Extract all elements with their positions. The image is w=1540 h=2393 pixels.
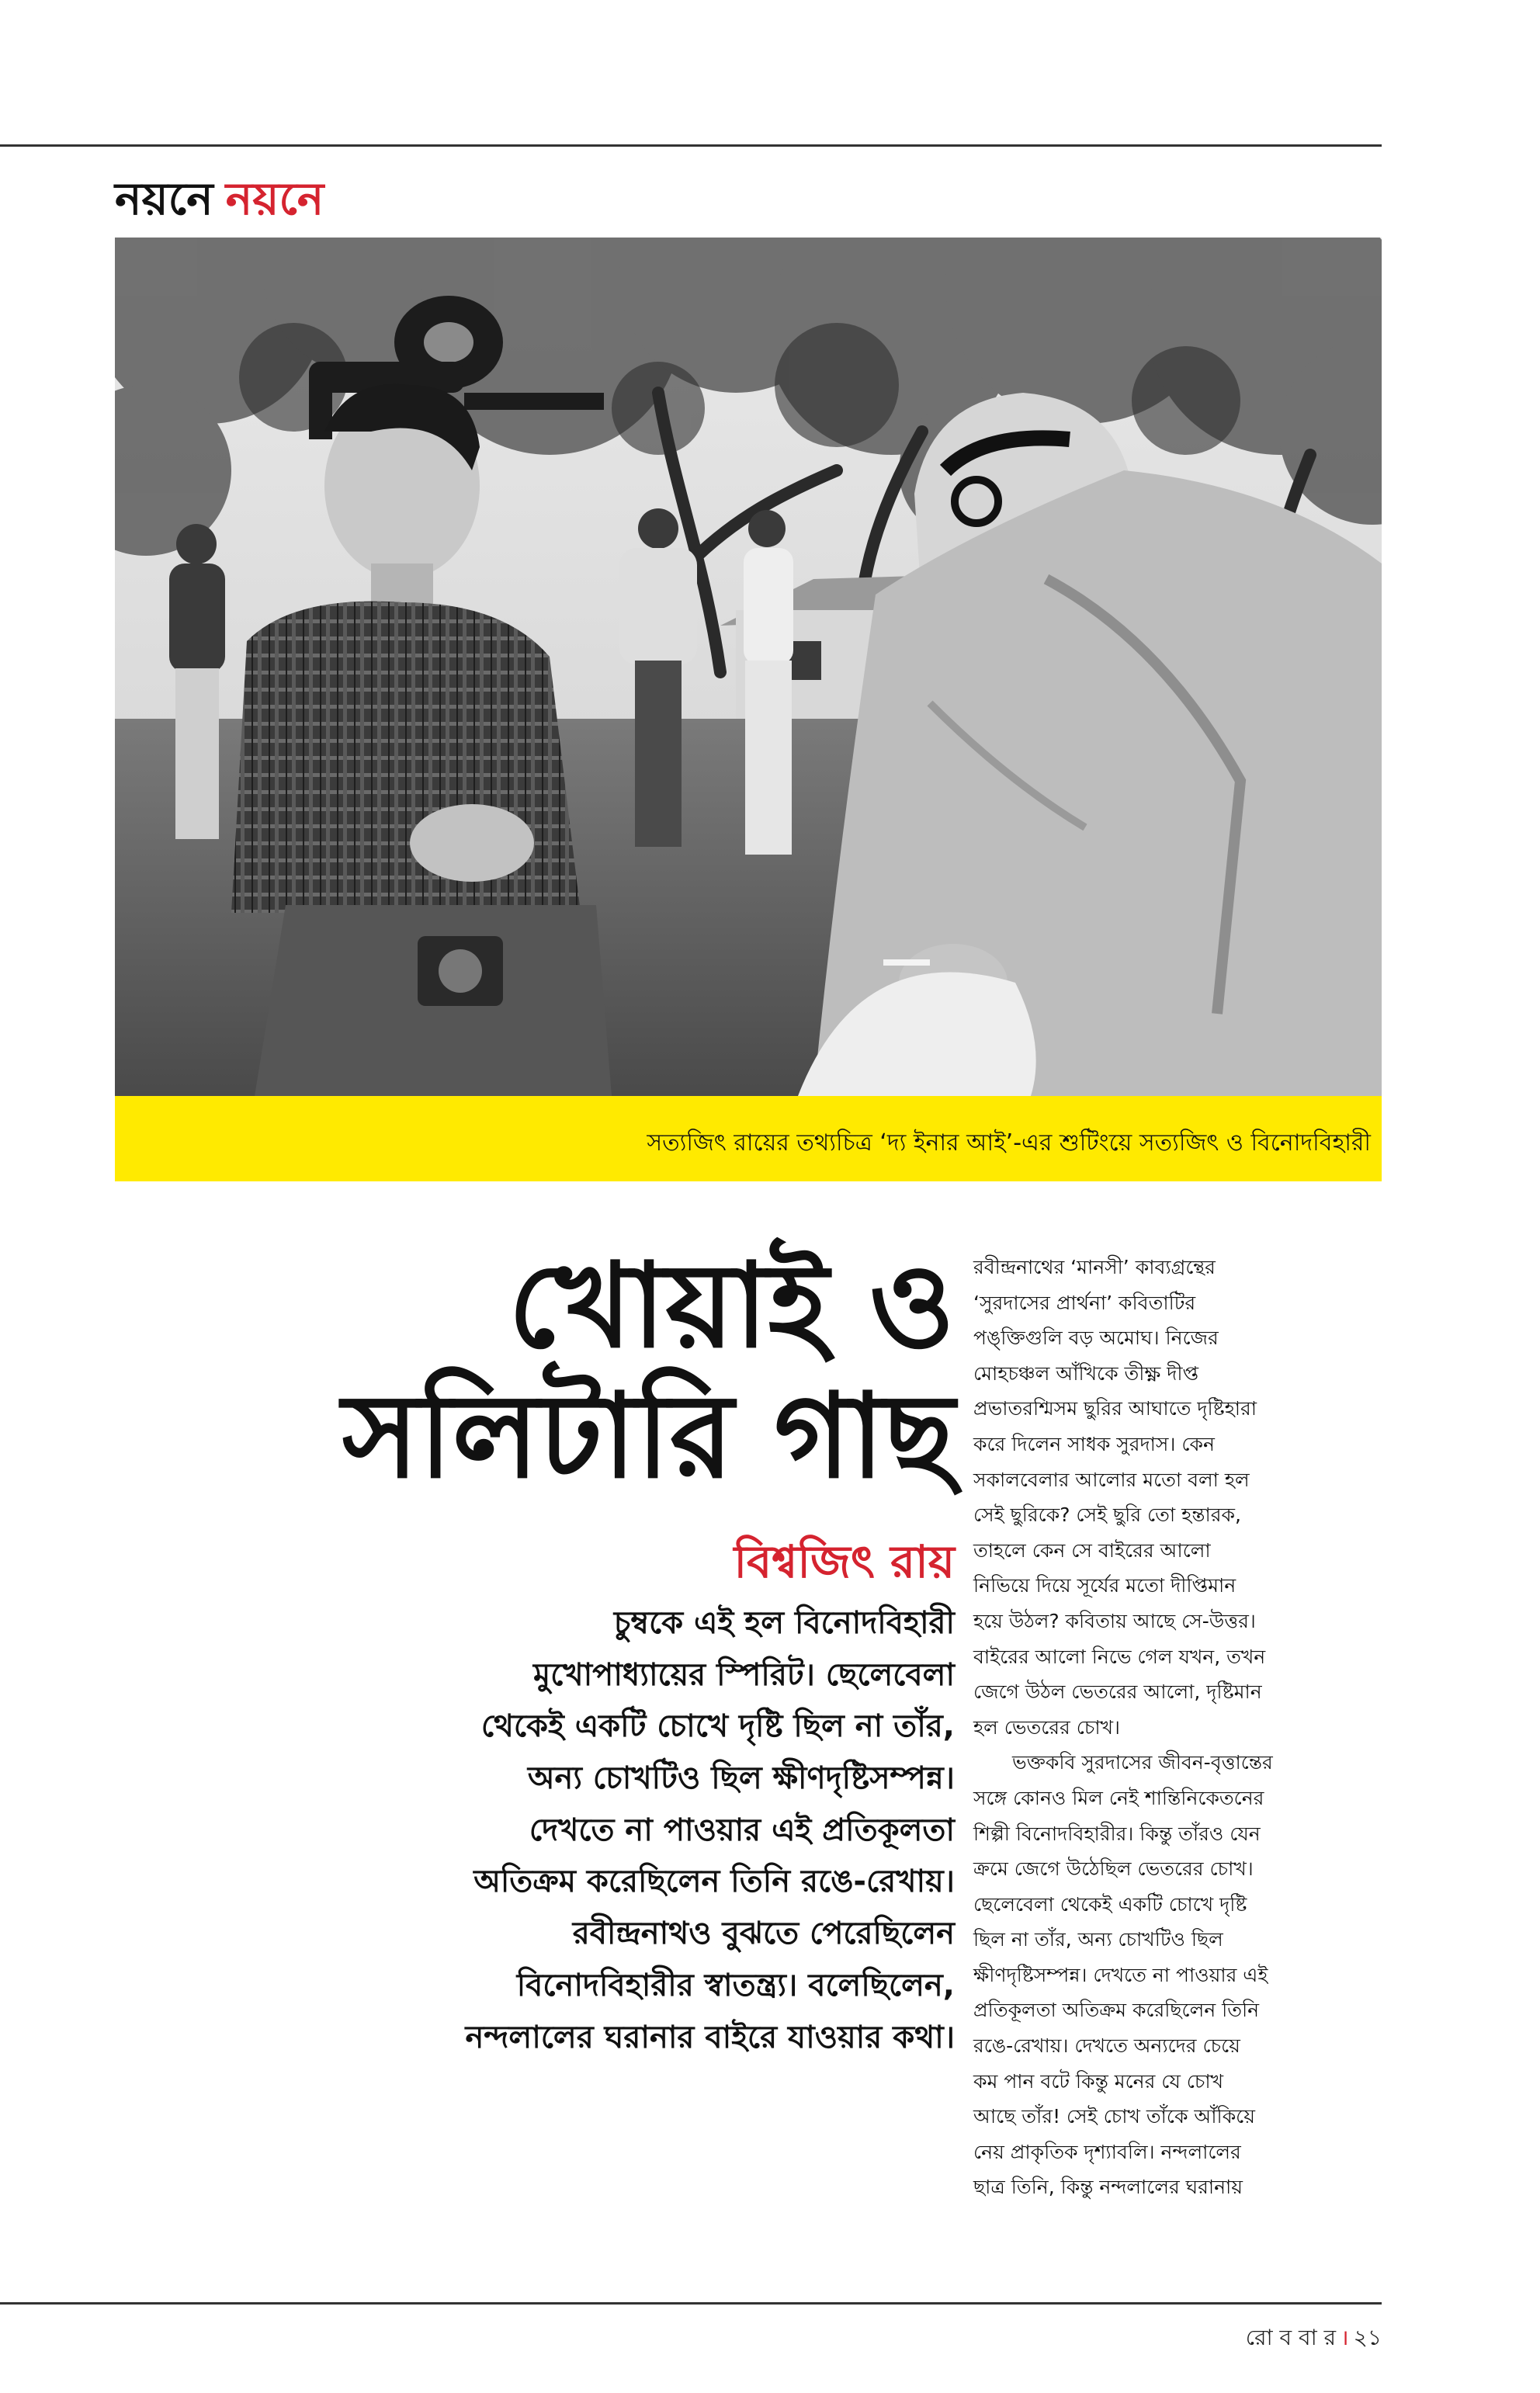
- body-line: তাহলে কেন সে বাইরের আলো: [973, 1538, 1211, 1562]
- body-line: সেই ছুরিকে? সেই ছুরি তো হন্তারক,: [973, 1503, 1241, 1527]
- body-line: রবীন্দ্রনাথের ‘মানসী’ কাব্যগ্রন্থের: [973, 1256, 1216, 1278]
- body-line: ক্রমে জেগে উঠেছিল ভেতরের চোখ।: [973, 1857, 1254, 1881]
- body-line: ছেলেবেলা থেকেই একটি চোখে দৃষ্টি: [973, 1892, 1247, 1916]
- body-line: ‘সুরদাসের প্রার্থনা’ কবিতাটির: [973, 1291, 1196, 1314]
- photo-caption: সত্যজিৎ রায়ের তথ্যচিত্র ‘দ্য ইনার আই’-এর শুটিংয়ে সত্যজিৎ ও বিনোদবিহারী: [647, 1129, 1371, 1157]
- body-line: প্রভাতরশ্মিসম ছুরির আঘাতে দৃষ্টিহারা: [973, 1397, 1257, 1420]
- headline-line-1: খোয়াই ও: [508, 1239, 955, 1374]
- body-line: শিল্পী বিনোদবিহারীর। কিন্তু তাঁরও যেন: [973, 1822, 1261, 1845]
- hero-photo: [115, 238, 1382, 1096]
- standfirst-line: দেখতে না পাওয়ার এই প্রতিকূলতা: [529, 1812, 955, 1848]
- body-line: সঙ্গে কোনও মিল নেই শান্তিনিকেতনের: [973, 1786, 1264, 1809]
- body-line: সকালবেলার আলোর মতো বলা হল: [973, 1468, 1250, 1491]
- footer-separator: ।: [1341, 2325, 1349, 2350]
- photo-illustration: [115, 238, 1382, 1096]
- standfirst-line: চুম্বকে এই হল বিনোদবিহারী: [613, 1605, 955, 1641]
- standfirst-line: থেকেই একটি চোখে দৃষ্টি ছিল না তাঁর,: [480, 1708, 955, 1745]
- body-line: নেয় প্রাকৃতিক দৃশ্যাবলি। নন্দলালের: [973, 2140, 1241, 2163]
- body-line: হয়ে উঠল? কবিতায় আছে সে-উত্তর।: [973, 1609, 1256, 1632]
- body-line: জেগে উঠল ভেতরের আলো, দৃষ্টিমান: [973, 1680, 1262, 1704]
- body-line: করে দিলেন সাধক সুরদাস। কেন: [973, 1432, 1215, 1455]
- body-line: হল ভেতরের চোখ।: [973, 1715, 1120, 1739]
- magazine-name: রো ব বা র: [1245, 2325, 1336, 2350]
- section-label: [115, 165, 324, 240]
- page-footer: [1246, 2321, 1382, 2357]
- byline: বিশ্বজিৎ রায়: [734, 1535, 955, 1588]
- body-line: প্রতিকূলতা অতিক্রম করেছিলেন তিনি: [973, 1999, 1260, 2022]
- body-line: ছাত্র তিনি, কিন্তু নন্দলালের ঘরানায়: [973, 2176, 1243, 2199]
- section-label-word-2: নয়নে: [225, 172, 324, 225]
- standfirst: [342, 1597, 955, 2063]
- body-line: রঙে-রেখায়। দেখতে অন্যদের চেয়ে: [973, 2034, 1240, 2058]
- body-line: আছে তাঁর! সেই চোখ তাঁকে আঁকিয়ে: [973, 2105, 1255, 2128]
- body-line: পঙ্‌ক্তিগুলি বড় অমোঘ। নিজের: [973, 1327, 1219, 1350]
- body-line: ভক্তকবি সুরদাসের জীবন-বৃত্তান্তের: [1012, 1751, 1273, 1774]
- standfirst-line: অন্য চোখটিও ছিল ক্ষীণদৃষ্টিসম্পন্ন।: [527, 1760, 955, 1797]
- body-line: বাইরের আলো নিভে গেল যখন, তখন: [973, 1645, 1266, 1668]
- body-line: মোহচঞ্চল আঁখিকে তীক্ষ্ণ দীপ্ত: [973, 1361, 1199, 1385]
- photo-caption-bar: [115, 1096, 1382, 1181]
- standfirst-line: অতিক্রম করেছিলেন তিনি রঙে-রেখায়।: [473, 1864, 955, 1900]
- body-line: কম পান বটে কিন্তু মনের যে চোখ: [973, 2069, 1224, 2093]
- section-label-word-1: নয়নে: [115, 172, 213, 225]
- standfirst-line: রবীন্দ্রনাথও বুঝতে পেরেছিলেন: [572, 1916, 955, 1952]
- bottom-rule: [0, 2302, 1382, 2305]
- body-text-column: [973, 1250, 1382, 2205]
- headline-line-2: সলিটারি গাছ: [342, 1369, 955, 1504]
- body-line: ক্ষীণদৃষ্টিসম্পন্ন। দেখতে না পাওয়ার এই: [973, 1963, 1268, 1986]
- standfirst-line: বিনোদবিহারীর স্বাতন্ত্র্য। বলেছিলেন,: [516, 1967, 955, 2003]
- standfirst-line: মুখোপাধ্যায়ের স্পিরিট। ছেলেবেলা: [533, 1656, 955, 1693]
- page-number: ২১: [1353, 2325, 1382, 2350]
- body-line: নিভিয়ে দিয়ে সূর্যের মতো দীপ্তিমান: [973, 1574, 1237, 1597]
- body-line: ছিল না তাঁর, অন্য চোখটিও ছিল: [973, 1928, 1223, 1951]
- top-rule: [0, 144, 1382, 147]
- standfirst-line: নন্দলালের ঘরানার বাইরে যাওয়ার কথা।: [465, 2019, 955, 2055]
